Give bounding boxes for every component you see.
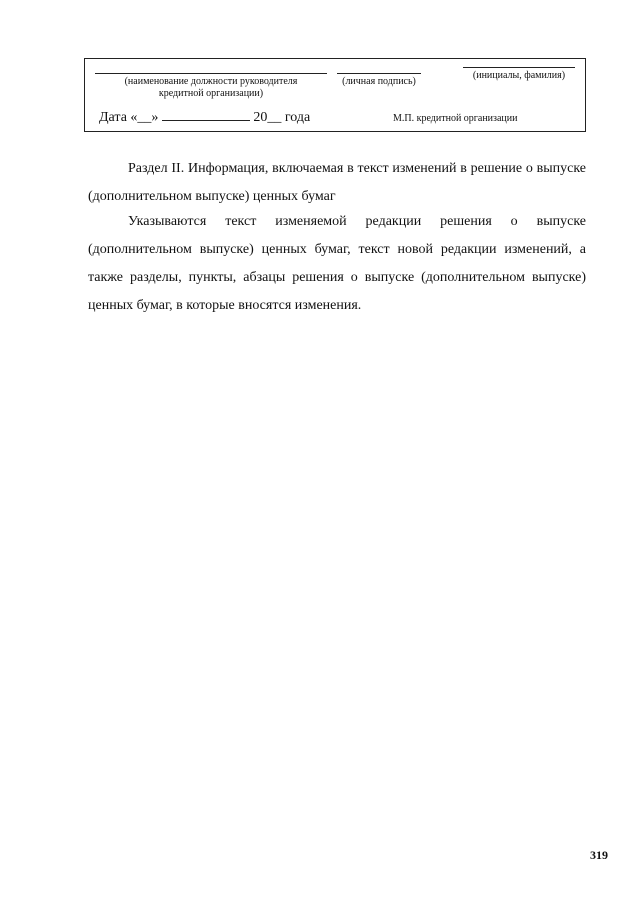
date-prefix: Дата «: [99, 110, 138, 125]
page-number: 319: [590, 848, 608, 862]
position-caption-line1: (наименование должности руководителя: [124, 76, 298, 87]
date-row: [99, 109, 310, 126]
date-mid: »: [151, 110, 159, 125]
initials-line: [463, 67, 575, 68]
initials-caption: (инициалы, фамилия): [472, 70, 566, 81]
signature-field: [337, 73, 421, 88]
position-field: [95, 73, 327, 100]
position-caption-line2: кредитной организации): [158, 88, 264, 99]
date-year-prefix: 20: [253, 110, 268, 125]
section-heading: Раздел II. Информация, включаемая в текст изменений в решение о выпуске (дополнительном выпуске) ценных бумаг: [88, 161, 586, 204]
date-month-blank: [162, 109, 250, 121]
date-suffix: года: [284, 110, 311, 125]
date-year-blank: __: [267, 110, 282, 125]
position-line: [95, 73, 327, 74]
body-paragraph: Указываются текст изменяемой редакции решения о выпуске (дополнительном выпуске) ценных бумаг, текст новой редакции изменений, а также разделы, пункты, абзацы решения о выпуске (дополнительном выпуске) ценных бумаг, в которые вносятся изменения.: [88, 214, 586, 313]
stamp-label: М.П. кредитной организации: [393, 113, 518, 124]
signature-caption: (личная подпись): [342, 76, 416, 87]
date-day-blank: __: [137, 110, 152, 125]
signature-line: [337, 73, 421, 74]
signature-block: [84, 58, 586, 132]
initials-field: [463, 67, 575, 82]
